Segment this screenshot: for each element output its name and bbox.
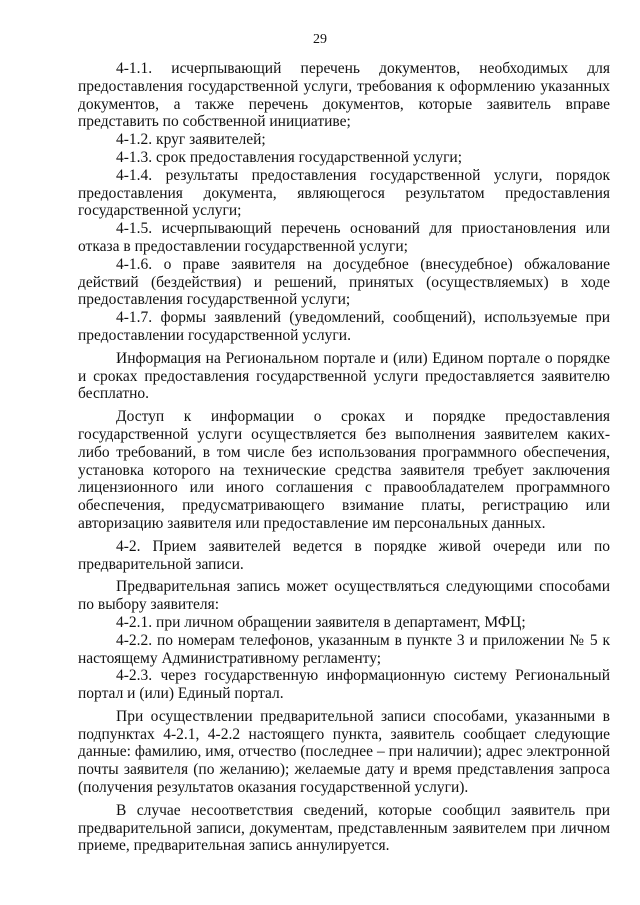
paragraph-4-2-3: 4-2.3. через государственную информационную систему Региональный портал и (или) Единый портал. (78, 667, 610, 703)
page-number: 29 (313, 32, 327, 47)
paragraph-4-2-1: 4-2.1. при личном обращении заявителя в департамент, МФЦ; (116, 613, 526, 631)
paragraph-4-1-1: 4-1.1. исчерпывающий перечень документов, необходимых для предоставления государственной услуги, требования к оформлению указанных документов, а также перечень документов, которые заявитель вправе представить по собственной инициативе; (78, 60, 610, 131)
paragraph-4-1-2: 4-1.2. круг заявителей; (116, 131, 266, 149)
paragraph-4-2: 4-2. Прием заявителей ведется в порядке живой очереди или по предварительной записи. (78, 537, 610, 573)
paragraph-4-2-2: 4-2.2. по номерам телефонов, указанным в пункте 3 и приложении № 5 к настоящему Административному регламенту; (78, 631, 610, 667)
paragraph-4-1-4: 4-1.4. результаты предоставления государственной услуги, порядок предоставления документа, являющегося результатом предоставления государственной услуги; (78, 166, 610, 220)
paragraph-4-1-3: 4-1.3. срок предоставления государственной услуги; (116, 148, 463, 166)
paragraph-4-1-5: 4-1.5. исчерпывающий перечень оснований для приостановления или отказа в предоставлении государственной услуги; (78, 220, 610, 255)
paragraph-access-info: Доступ к информации о сроках и порядке предоставления государственной услуги осуществляется без выполнения заявителем каких-либо требований, в том числе без использования программного обеспечения, установка которого на технические средства заявителя требует заключения лицензионного или иного соглашения с правообладателем программного обеспечения, предусматривающего взимание платы, регистрацию или авторизацию заявителя или предоставление им персональных данных. (78, 408, 610, 532)
paragraph-4-1-6: 4-1.6. о праве заявителя на досудебное (внесудебное) обжалование действий (бездействия) и решений, принятых (осуществляемых) в ходе предоставления государственной услуги; (78, 255, 610, 309)
document-body (78, 60, 610, 855)
paragraph-preregistration-data: При осуществлении предварительной записи способами, указанными в подпунктах 4-2.1, 4-2.2 настоящего пункта, заявитель сообщает следующие данные: фамилию, имя, отчество (последнее – при наличии); адрес электронной почты заявителя (по желанию); желаемые дату и время представления запроса (получения результатов оказания государственной услуги). (78, 707, 610, 797)
paragraph-preregistration: Предварительная запись может осуществляться следующими способами по выбору заявителя: (78, 578, 610, 614)
paragraph-annulment: В случае несоответствия сведений, которые сообщил заявитель при предварительной записи, документам, представленным заявителем при личном приеме, предварительная запись аннулируется. (78, 801, 610, 855)
paragraph-portal-info: Информация на Региональном портале и (или) Едином портале о порядке и сроках предоставления государственной услуги предоставляется заявителю бесплатно. (78, 349, 610, 403)
paragraph-4-1-7: 4-1.7. формы заявлений (уведомлений, сообщений), используемые при предоставлении государственной услуги. (78, 309, 610, 344)
